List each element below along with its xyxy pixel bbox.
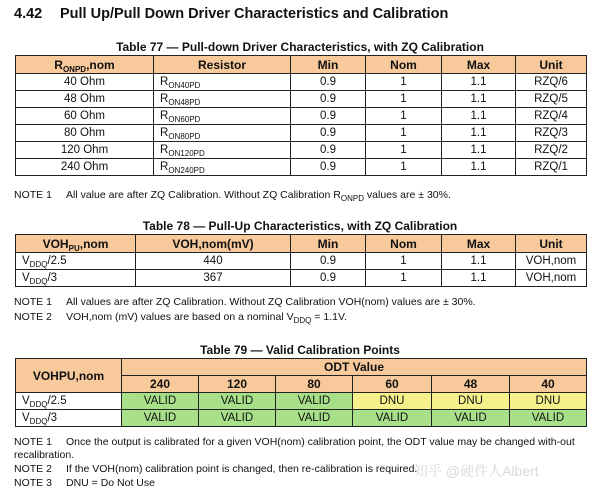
unit-cell: VOH,nom bbox=[516, 253, 587, 270]
max-cell: 1.1 bbox=[442, 253, 516, 270]
max-cell: 1.1 bbox=[442, 159, 516, 176]
table78-caption: Table 78 — Pull-Up Characteristics, with ZQ Calibration bbox=[142, 219, 458, 233]
mv-cell: 440 bbox=[136, 253, 291, 270]
odt-col-40: 40 bbox=[510, 376, 587, 393]
status-cell: VALID bbox=[432, 410, 510, 427]
table77-header-max: Max bbox=[442, 56, 516, 74]
table78-note-1: NOTE 1 All values are after ZQ Calibration. Without ZQ Calibration VOH(nom) values are ± 30%. bbox=[14, 296, 476, 308]
table77-header-nom: Nom bbox=[366, 56, 442, 74]
odt-col-120: 120 bbox=[199, 376, 276, 393]
nom-value-cell: 1 bbox=[366, 159, 442, 176]
nom-cell: 80 Ohm bbox=[16, 125, 154, 142]
table77-header-resistor: Resistor bbox=[154, 56, 291, 74]
unit-cell: VOH,nom bbox=[516, 270, 587, 287]
table78-header-min: Min bbox=[291, 235, 366, 253]
table77-note-1: NOTE 1 All value are after ZQ Calibration. Without ZQ Calibration $R_{ONPD}$ values are ± 30%. bbox=[14, 189, 451, 203]
nom-value-cell: 1 bbox=[366, 91, 442, 108]
max-cell: 1.1 bbox=[442, 125, 516, 142]
section-heading bbox=[14, 6, 448, 22]
table78-header-row bbox=[16, 235, 587, 253]
odt-col-48: 48 bbox=[432, 376, 510, 393]
table78-header-nom: Nom bbox=[366, 235, 442, 253]
resistor-cell: $R_{ON240PD}$ bbox=[154, 159, 291, 176]
status-cell: VALID bbox=[353, 410, 432, 427]
mv-cell: 367 bbox=[136, 270, 291, 287]
min-cell: 0.9 bbox=[291, 253, 366, 270]
table79-header-vohpu: VOHPU,nom bbox=[16, 359, 122, 393]
table78 bbox=[15, 234, 587, 287]
table78-header-max: Max bbox=[442, 235, 516, 253]
table77-header-rnom: $R_{ONPD},nom$ bbox=[16, 56, 154, 74]
table-row bbox=[16, 159, 587, 176]
nom-value-cell: 1 bbox=[366, 108, 442, 125]
status-cell: VALID bbox=[510, 410, 587, 427]
nom-cell: 40 Ohm bbox=[16, 74, 154, 91]
resistor-cell: $R_{ON80PD}$ bbox=[154, 125, 291, 142]
status-cell: VALID bbox=[276, 393, 353, 410]
table78-header-vohnom: VOH,nom(mV) bbox=[136, 235, 291, 253]
min-cell: 0.9 bbox=[291, 270, 366, 287]
odt-col-240: 240 bbox=[122, 376, 199, 393]
status-cell: DNU bbox=[353, 393, 432, 410]
vohpu-cell: $V_{DDQ}/3$ bbox=[16, 270, 136, 287]
table77-header-row bbox=[16, 56, 587, 74]
table-row bbox=[16, 125, 587, 142]
min-cell: 0.9 bbox=[291, 91, 366, 108]
table-row bbox=[16, 270, 587, 287]
min-cell: 0.9 bbox=[291, 159, 366, 176]
status-cell: VALID bbox=[276, 410, 353, 427]
status-cell: DNU bbox=[432, 393, 510, 410]
table78-note-2: NOTE 2 VOH,nom (mV) values are based on a nominal $V_{DDQ} = 1.1V$. bbox=[14, 311, 347, 325]
resistor-cell: $R_{ON60PD}$ bbox=[154, 108, 291, 125]
status-cell: DNU bbox=[510, 393, 587, 410]
table-row bbox=[16, 393, 587, 410]
nom-value-cell: 1 bbox=[366, 125, 442, 142]
status-cell: VALID bbox=[122, 410, 199, 427]
table78-header-vohpu: $VOH_{PU},nom$ bbox=[16, 235, 136, 253]
status-cell: VALID bbox=[199, 410, 276, 427]
table79-header-row bbox=[16, 359, 587, 376]
table79-header-odt: ODT Value bbox=[122, 359, 587, 376]
table79-note-2: NOTE 2 If the VOH(nom) calibration point is changed, then re-calibration is required. bbox=[14, 463, 418, 475]
min-cell: 0.9 bbox=[291, 74, 366, 91]
table-row bbox=[16, 74, 587, 91]
min-cell: 0.9 bbox=[291, 142, 366, 159]
max-cell: 1.1 bbox=[442, 91, 516, 108]
vohpu-cell: $V_{DDQ}/2.5$ bbox=[16, 393, 122, 410]
max-cell: 1.1 bbox=[442, 108, 516, 125]
vohpu-cell: $V_{DDQ}/3$ bbox=[16, 410, 122, 427]
nom-value-cell: 1 bbox=[366, 253, 442, 270]
vohpu-cell: $V_{DDQ}/2.5$ bbox=[16, 253, 136, 270]
max-cell: 1.1 bbox=[442, 270, 516, 287]
table79-caption: Table 79 — Valid Calibration Points bbox=[200, 343, 400, 357]
resistor-cell: $R_{ON48PD}$ bbox=[154, 91, 291, 108]
status-cell: VALID bbox=[199, 393, 276, 410]
nom-cell: 48 Ohm bbox=[16, 91, 154, 108]
table78-header-unit: Unit bbox=[516, 235, 587, 253]
table79 bbox=[15, 358, 587, 427]
status-cell: VALID bbox=[122, 393, 199, 410]
table79-note-1: NOTE 1 Once the output is calibrated for a given VOH(nom) calibration point, the ODT value may be changed with-out recalibration. bbox=[14, 436, 575, 461]
table79-note-3: NOTE 3 DNU = Do Not Use bbox=[14, 477, 155, 489]
table77 bbox=[15, 55, 587, 176]
odt-col-80: 80 bbox=[276, 376, 353, 393]
watermark: 知乎 @硬件人Albert bbox=[414, 463, 539, 479]
min-cell: 0.9 bbox=[291, 125, 366, 142]
nom-value-cell: 1 bbox=[366, 270, 442, 287]
section-title: Pull Up/Pull Down Driver Characteristics and Calibration bbox=[60, 6, 449, 22]
nom-cell: 120 Ohm bbox=[16, 142, 154, 159]
unit-cell: RZQ/2 bbox=[516, 142, 587, 159]
table77-caption: Table 77 — Pull-down Driver Characteristics, with ZQ Calibration bbox=[116, 40, 484, 54]
unit-cell: RZQ/3 bbox=[516, 125, 587, 142]
table-row bbox=[16, 91, 587, 108]
unit-cell: RZQ/6 bbox=[516, 74, 587, 91]
table-row bbox=[16, 142, 587, 159]
unit-cell: RZQ/4 bbox=[516, 108, 587, 125]
unit-cell: RZQ/1 bbox=[516, 159, 587, 176]
table77-header-min: Min bbox=[291, 56, 366, 74]
nom-value-cell: 1 bbox=[366, 74, 442, 91]
nom-cell: 240 Ohm bbox=[16, 159, 154, 176]
table-row bbox=[16, 410, 587, 427]
max-cell: 1.1 bbox=[442, 142, 516, 159]
odt-col-60: 60 bbox=[353, 376, 432, 393]
nom-value-cell: 1 bbox=[366, 142, 442, 159]
nom-cell: 60 Ohm bbox=[16, 108, 154, 125]
table77-header-unit: Unit bbox=[516, 56, 587, 74]
table-row bbox=[16, 253, 587, 270]
unit-cell: RZQ/5 bbox=[516, 91, 587, 108]
min-cell: 0.9 bbox=[291, 108, 366, 125]
table-row bbox=[16, 108, 587, 125]
section-number: 4.42 bbox=[14, 6, 43, 22]
resistor-cell: $R_{ON120PD}$ bbox=[154, 142, 291, 159]
max-cell: 1.1 bbox=[442, 74, 516, 91]
resistor-cell: $R_{ON40PD}$ bbox=[154, 74, 291, 91]
